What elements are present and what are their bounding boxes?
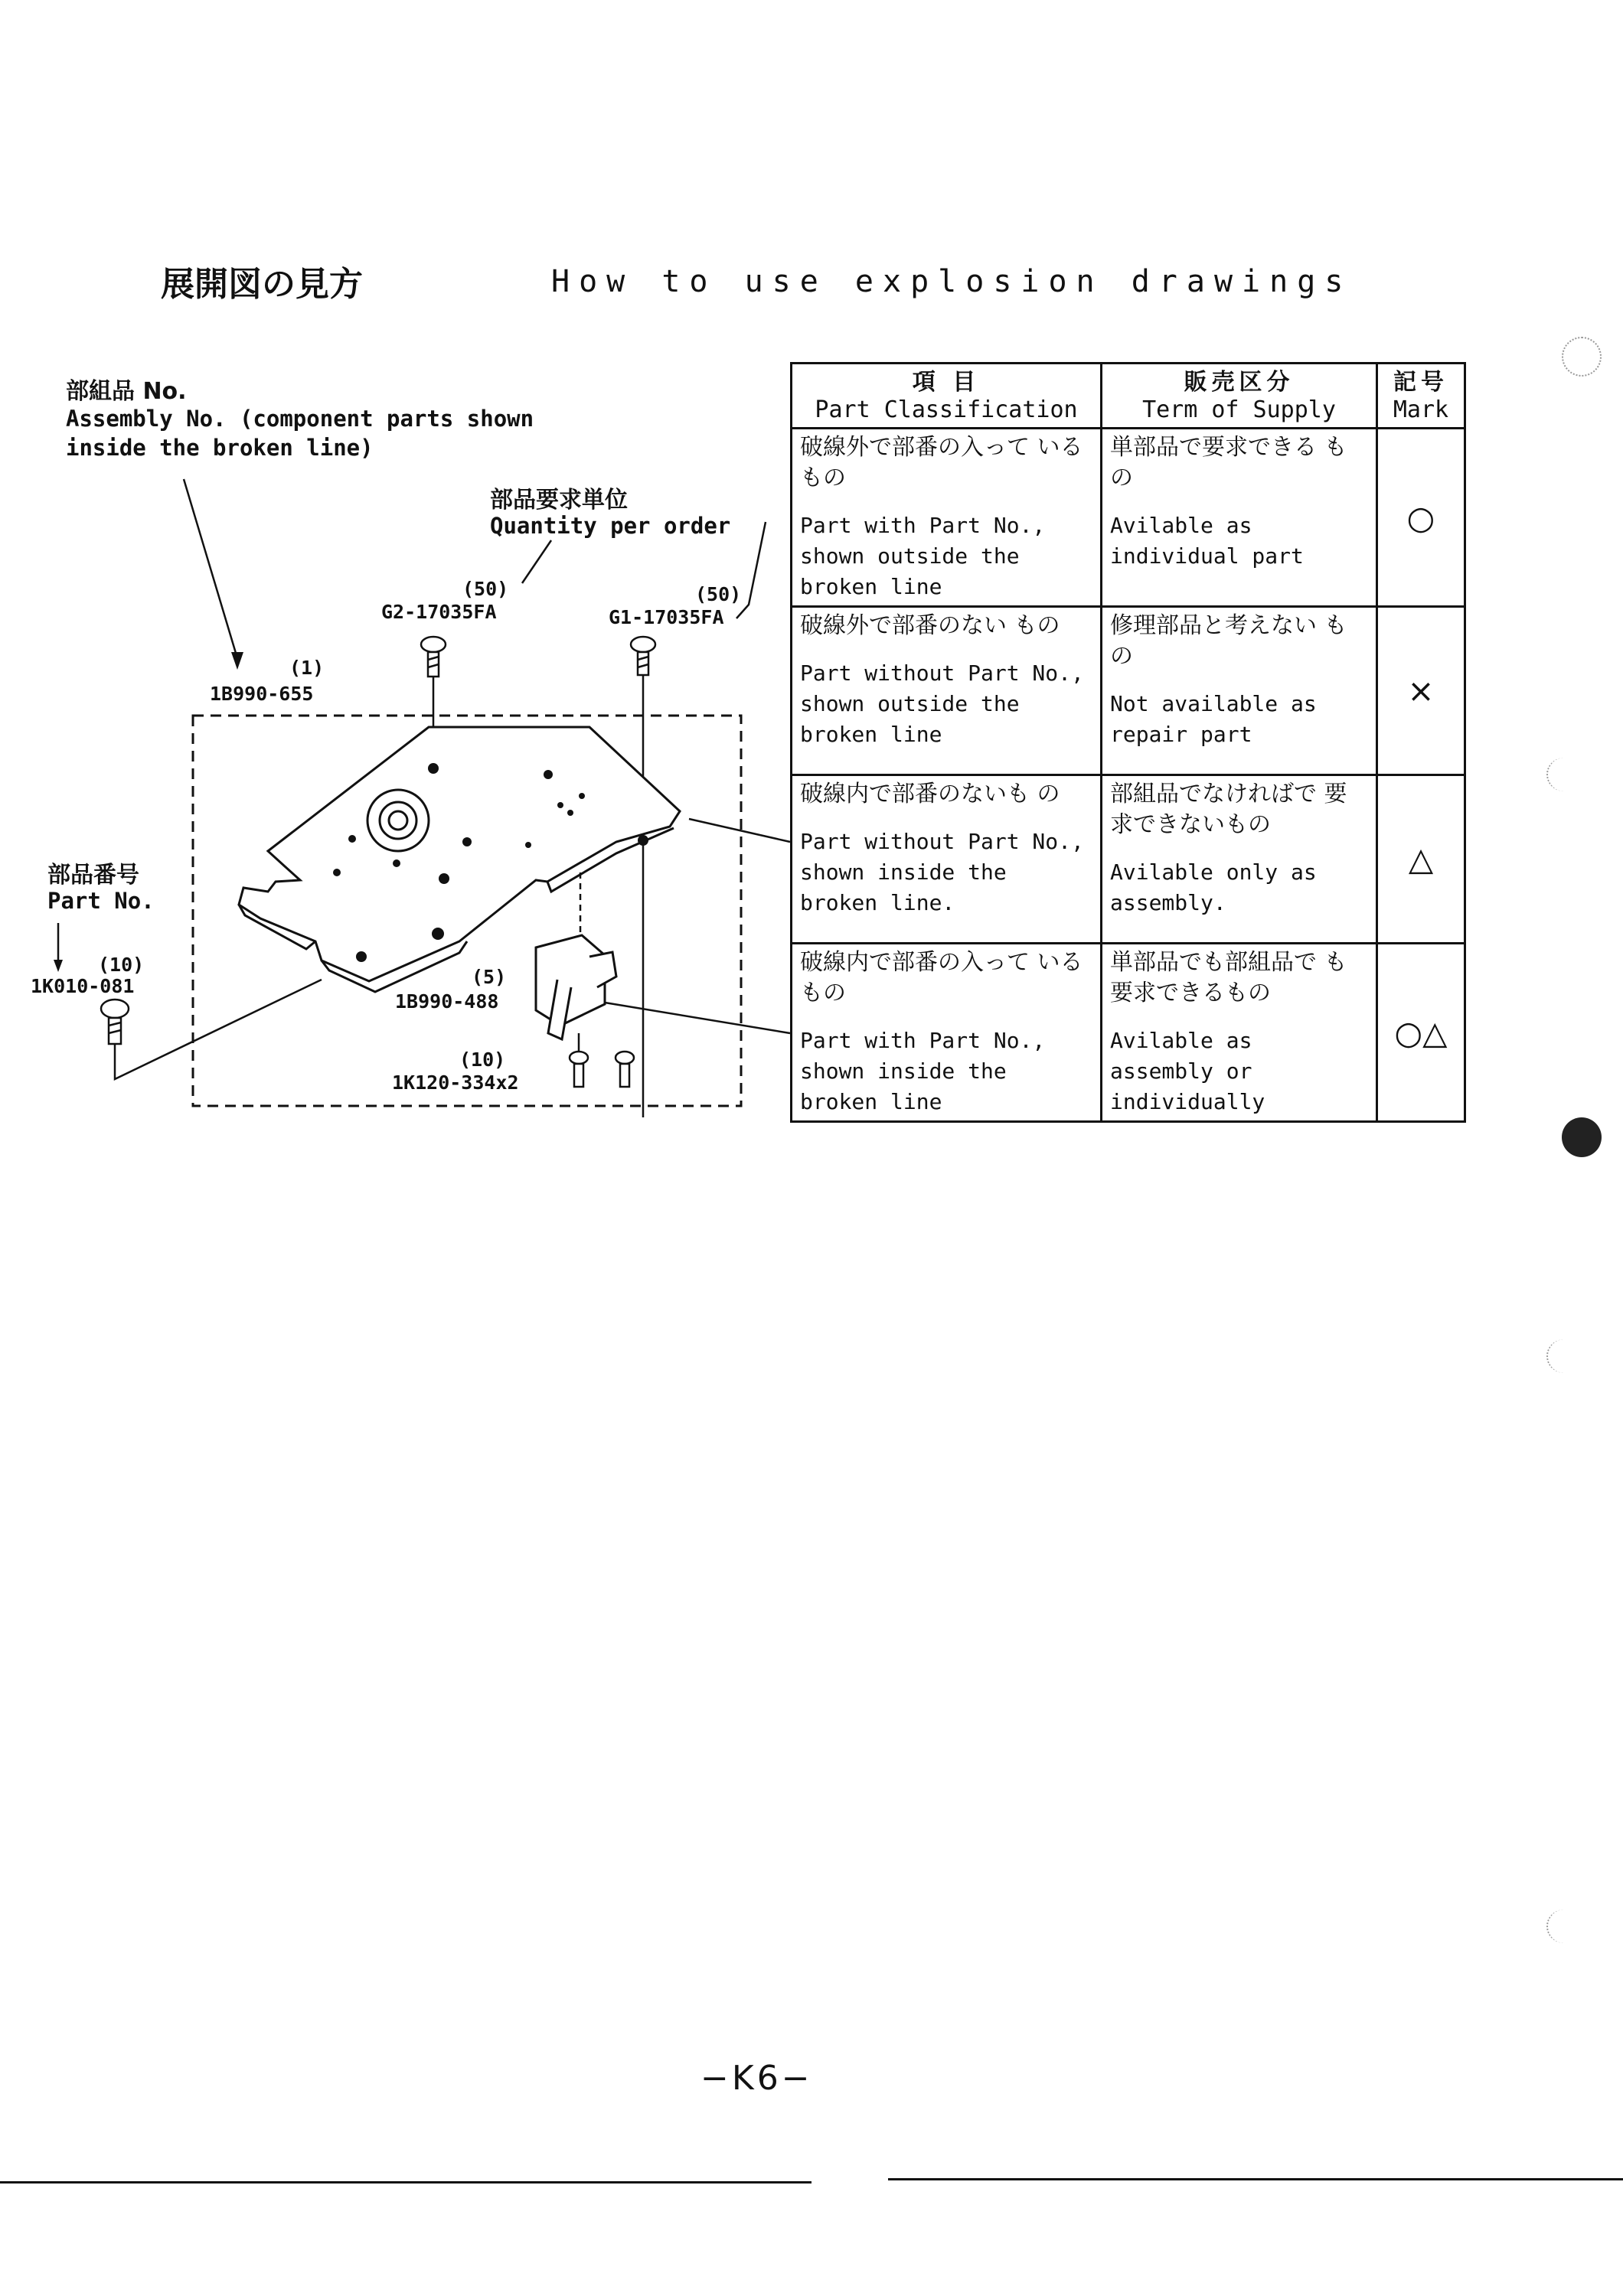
cell-text-jp: 破線内で部番のないも の (800, 781, 1060, 807)
part-no-label-jp: 部品番号 (47, 862, 139, 889)
left-screw-qty: (10) (98, 954, 145, 976)
bottom-rule-right (888, 2178, 1623, 2180)
table-row (792, 944, 1465, 1122)
cell-text-en: Not available as repair part (1110, 691, 1317, 747)
part-g1-qty: (50) (695, 583, 742, 605)
cell-text-en: Avilable only as assembly. (1110, 859, 1317, 915)
binder-hole (1546, 1339, 1582, 1373)
part-g1-number: G1-17035FA (609, 606, 724, 628)
screw-number: 1K120-334x2 (392, 1071, 519, 1094)
screw-pair-icon (570, 1052, 634, 1087)
header-jp: 項 目 (912, 369, 981, 396)
header-en: Mark (1393, 396, 1449, 423)
cell-text-en: Part with Part No., shown outside the broken line (800, 513, 1046, 599)
screw-g2-icon (421, 637, 446, 677)
quantity-leader-line (522, 540, 551, 583)
cell-supply (1102, 429, 1377, 607)
part-no-label-en: Part No. (47, 888, 155, 914)
header-mark (1377, 364, 1465, 429)
title-english: How to use explosion drawings (551, 264, 1353, 299)
cell-mark: ○△ (1377, 944, 1465, 1122)
table-header-row (792, 364, 1465, 429)
table-row (792, 429, 1465, 607)
cell-text-jp: 破線外で部番のない もの (800, 612, 1060, 639)
assembly-number: 1B990-655 (210, 683, 314, 705)
quantity-leader-line-2 (736, 522, 766, 618)
cell-text-en: Part with Part No., shown inside the broken line (800, 1028, 1046, 1114)
quantity-label-en: Quantity per order (490, 513, 731, 539)
cell-text-jp: 単部品で要求できる もの (1110, 434, 1347, 491)
cell-text-jp: 部組品でなければで 要求できないもの (1110, 781, 1347, 838)
subassembly-number: 1B990-488 (395, 990, 499, 1013)
header-part-classification (792, 364, 1102, 429)
cell-text-en: Avilable as individual part (1110, 513, 1304, 569)
cell-classification (792, 775, 1102, 944)
cell-mark: △ (1377, 775, 1465, 944)
header-term-of-supply (1102, 364, 1377, 429)
cell-text-jp: 修理部品と考えない もの (1110, 612, 1347, 670)
explosion-drawing (0, 0, 796, 1148)
assembly-no-label-en-2: inside the broken line) (66, 435, 374, 461)
legend-table (790, 362, 1466, 1123)
bottom-rule-left (0, 2181, 812, 2183)
screw-g1-icon (631, 637, 655, 675)
screw-qty: (10) (459, 1049, 506, 1071)
header-jp: 記号 (1393, 369, 1448, 396)
cell-text-jp: 破線内で部番の入って いるもの (800, 949, 1083, 1006)
header-jp: 販売区分 (1184, 369, 1295, 396)
assembly-no-label-en-1: Assembly No. (component parts shown (66, 406, 534, 432)
binder-hole (1546, 1910, 1582, 1943)
cell-text-en: Avilable as assembly or individually (1110, 1028, 1265, 1114)
header-en: Part Classification (815, 396, 1078, 423)
assembly-qty: (1) (289, 657, 325, 679)
quantity-label-jp: 部品要求単位 (490, 487, 628, 514)
binder-hole (1562, 337, 1602, 377)
screw-left-icon (101, 1000, 129, 1044)
cell-classification (792, 944, 1102, 1122)
title-japanese: 展開図の見方 (161, 265, 363, 304)
assembly-leader-line (184, 479, 237, 658)
binder-hole (1562, 1117, 1602, 1157)
cell-supply (1102, 775, 1377, 944)
base-plate-icon (239, 727, 680, 992)
cell-mark: × (1377, 607, 1465, 775)
cell-supply (1102, 944, 1377, 1122)
cell-text-en: Part without Part No., shown inside the broken line. (800, 829, 1084, 915)
left-screw-number: 1K010-081 (31, 975, 135, 997)
page-number: −K6− (700, 2059, 813, 2098)
header-en: Term of Supply (1142, 396, 1336, 423)
assembly-no-label-jp: 部組品 No. (66, 378, 187, 405)
table-row (792, 607, 1465, 775)
cell-text-jp: 破線外で部番の入って いるもの (800, 434, 1083, 491)
cell-text-en: Part without Part No., shown outside the broken line (800, 660, 1084, 747)
cell-supply (1102, 607, 1377, 775)
table-row (792, 775, 1465, 944)
part-g2-qty: (50) (462, 578, 509, 600)
cell-text-jp: 単部品でも部組品で も要求できるもの (1110, 949, 1347, 1006)
subassembly-qty: (5) (472, 966, 507, 988)
switch-component-icon (536, 935, 616, 1039)
cell-classification (792, 429, 1102, 607)
cell-classification (792, 607, 1102, 775)
cell-mark: ○ (1377, 429, 1465, 607)
part-g2-number: G2-17035FA (381, 601, 497, 623)
binder-hole (1546, 758, 1582, 791)
